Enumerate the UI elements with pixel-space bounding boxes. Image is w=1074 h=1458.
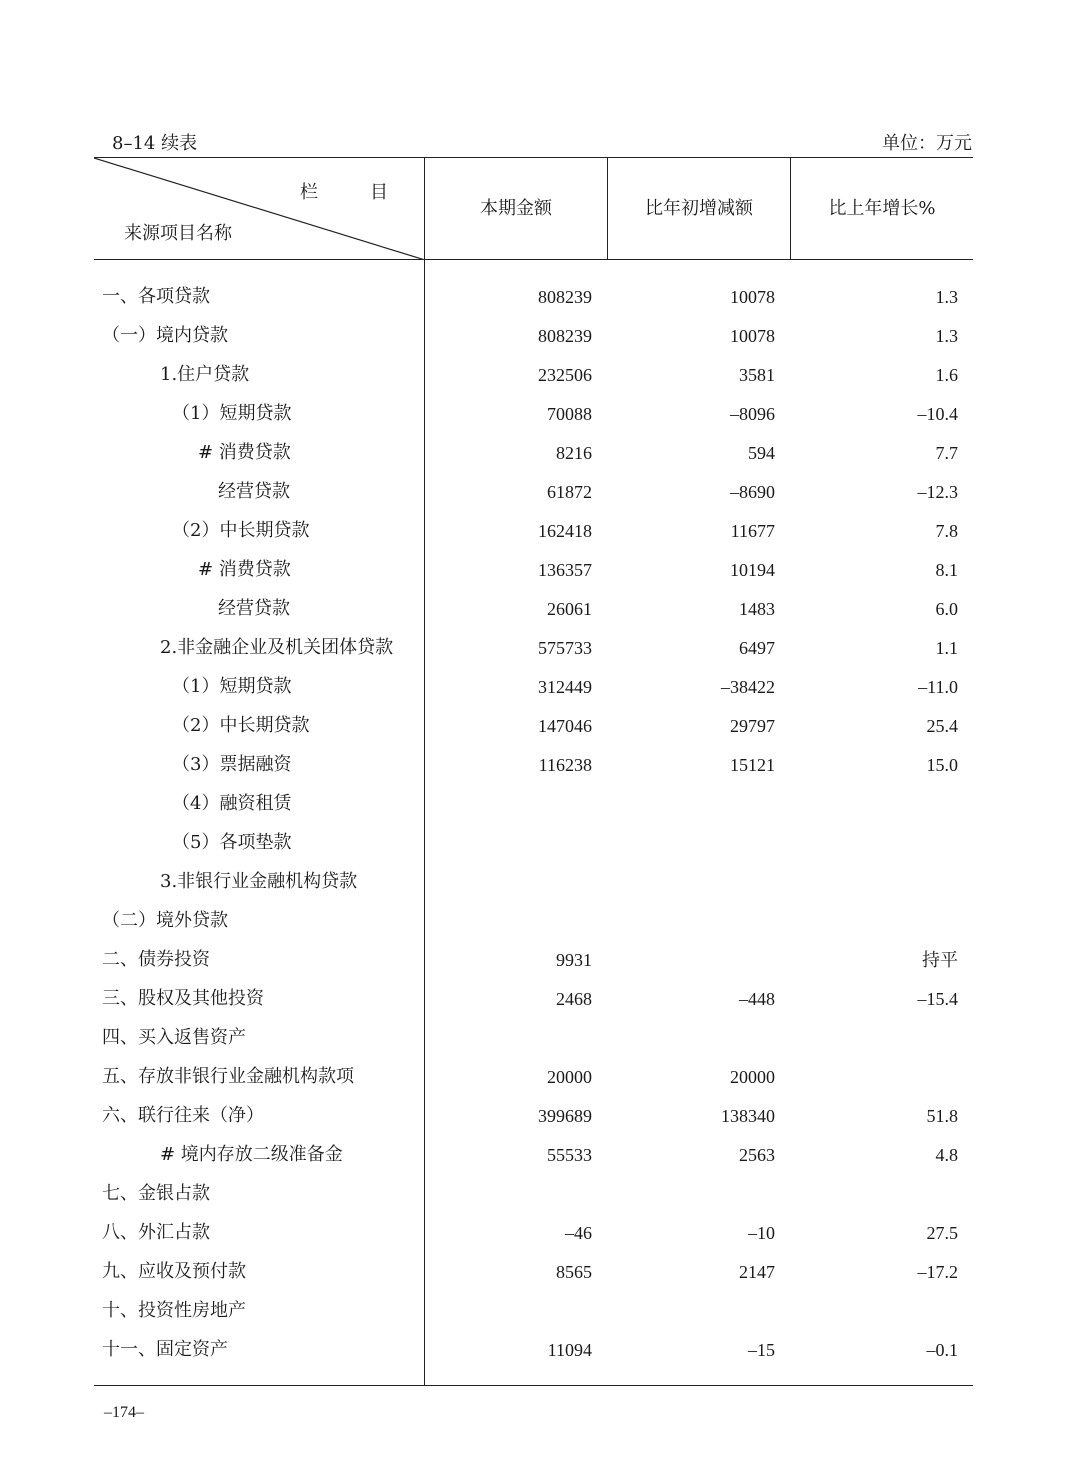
change-cell: 10194: [730, 560, 775, 580]
change-cell: 2147: [739, 1262, 775, 1282]
growth-cell: 持平: [922, 950, 958, 970]
current-amount-cell: 2468: [556, 989, 592, 1009]
row-label: （2）中长期贷款: [172, 520, 310, 541]
growth-cell: 6.0: [935, 599, 958, 619]
row-label: （1）短期贷款: [172, 676, 292, 697]
table-row: [94, 356, 973, 395]
growth-cell: –0.1: [926, 1340, 958, 1360]
growth-cell: 4.8: [935, 1145, 958, 1165]
change-cell: 2563: [739, 1145, 775, 1165]
growth-cell: 8.1: [935, 560, 958, 580]
table-row: [94, 902, 973, 941]
change-cell: –15: [748, 1340, 775, 1360]
table-row: [94, 1058, 973, 1097]
row-label: # 境内存放二级准备金: [160, 1144, 343, 1165]
table-row: [94, 629, 973, 668]
current-amount-cell: 11094: [547, 1340, 592, 1360]
row-label: 一、各项贷款: [102, 286, 210, 307]
current-amount-cell: 808239: [538, 326, 592, 346]
growth-cell: –15.4: [917, 989, 958, 1009]
change-cell: –38422: [721, 677, 775, 697]
change-cell: 10078: [730, 287, 775, 307]
current-amount-cell: 575733: [538, 638, 592, 658]
change-cell: –10: [748, 1223, 775, 1243]
change-cell: 20000: [730, 1067, 775, 1087]
row-label: # 消费贷款: [198, 559, 291, 580]
table-row: [94, 395, 973, 434]
row-label: 十一、固定资产: [102, 1339, 228, 1360]
change-cell: 29797: [730, 716, 775, 736]
growth-cell: –17.2: [917, 1262, 958, 1282]
table-row: [94, 1097, 973, 1136]
row-label: 六、联行往来（净）: [102, 1105, 264, 1126]
growth-cell: 7.7: [935, 443, 958, 463]
growth-cell: –10.4: [917, 404, 958, 424]
current-amount-cell: 136357: [538, 560, 592, 580]
row-label: （2）中长期贷款: [172, 715, 310, 736]
table-row: [94, 434, 973, 473]
current-amount-cell: 808239: [538, 287, 592, 307]
row-label: # 消费贷款: [198, 442, 291, 463]
growth-cell: 1.3: [935, 287, 958, 307]
growth-cell: 1.3: [935, 326, 958, 346]
current-amount-cell: 61872: [547, 482, 592, 502]
row-label: 七、金银占款: [102, 1183, 210, 1204]
table-row: [94, 512, 973, 551]
current-amount-cell: 8216: [556, 443, 592, 463]
current-amount-cell: 147046: [538, 716, 592, 736]
current-amount-cell: 232506: [538, 365, 592, 385]
current-amount-cell: –46: [565, 1223, 592, 1243]
growth-cell: 51.8: [926, 1106, 958, 1126]
change-cell: 15121: [730, 755, 775, 775]
row-label: （5）各项垫款: [172, 832, 292, 853]
table-body: [94, 278, 973, 1370]
row-label: 五、存放非银行业金融机构款项: [102, 1066, 354, 1087]
table-row: [94, 590, 973, 629]
row-label: 二、债券投资: [102, 949, 210, 970]
table-row: [94, 278, 973, 317]
growth-cell: 7.8: [935, 521, 958, 541]
growth-cell: 1.1: [935, 638, 958, 658]
current-amount-cell: 20000: [547, 1067, 592, 1087]
table-row: [94, 746, 973, 785]
change-cell: 3581: [739, 365, 775, 385]
current-amount-cell: 162418: [538, 521, 592, 541]
table-row: [94, 1136, 973, 1175]
table-row: [94, 473, 973, 512]
growth-cell: 1.6: [935, 365, 958, 385]
change-cell: 11677: [730, 521, 775, 541]
column-header-yoy-growth: 比上年增长%: [828, 198, 936, 219]
row-label: 2.非金融企业及机关团体贷款: [160, 637, 394, 658]
column-header-current-amount: 本期金额: [480, 198, 552, 219]
row-label: 三、股权及其他投资: [102, 988, 264, 1009]
row-label: 四、买入返售资产: [102, 1027, 246, 1048]
change-cell: –8690: [730, 482, 775, 502]
change-cell: 1483: [739, 599, 775, 619]
growth-cell: 15.0: [926, 755, 958, 775]
change-cell: –448: [739, 989, 775, 1009]
current-amount-cell: 312449: [538, 677, 592, 697]
table-row: [94, 863, 973, 902]
row-label: （一）境内贷款: [102, 325, 228, 346]
current-amount-cell: 55533: [547, 1145, 592, 1165]
growth-cell: 25.4: [926, 716, 958, 736]
current-amount-cell: 70088: [547, 404, 592, 424]
table-row: [94, 1175, 973, 1214]
table-row: [94, 707, 973, 746]
change-cell: –8096: [730, 404, 775, 424]
table-row: [94, 668, 973, 707]
page-number: –174–: [104, 1404, 144, 1421]
current-amount-cell: 399689: [538, 1106, 592, 1126]
row-label: （二）境外贷款: [102, 910, 228, 931]
row-label: （1）短期贷款: [172, 403, 292, 424]
row-label: （4）融资租赁: [172, 793, 292, 814]
row-label: 3.非银行业金融机构贷款: [160, 871, 358, 892]
change-cell: 10078: [730, 326, 775, 346]
growth-cell: –11.0: [918, 677, 958, 697]
table-row: [94, 1214, 973, 1253]
table-row: [94, 785, 973, 824]
header-corner-top: 栏 目: [300, 182, 390, 203]
change-cell: 6497: [739, 638, 775, 658]
row-label: 1.住户贷款: [160, 364, 250, 385]
table-row: [94, 1292, 973, 1331]
row-label: 八、外汇占款: [102, 1222, 210, 1243]
row-label: 九、应收及预付款: [102, 1261, 246, 1282]
table-caption: 8–14 续表: [112, 133, 198, 154]
table-row: [94, 980, 973, 1019]
current-amount-cell: 9931: [556, 950, 592, 970]
table-row: [94, 824, 973, 863]
current-amount-cell: 26061: [547, 599, 592, 619]
header-corner-bottom: 来源项目名称: [124, 223, 232, 244]
unit-label: 单位：万元: [882, 133, 972, 154]
current-amount-cell: 116238: [538, 755, 592, 775]
current-amount-cell: 8565: [556, 1262, 592, 1282]
change-cell: 594: [748, 443, 775, 463]
growth-cell: –12.3: [917, 482, 958, 502]
table-bottom-rule: [94, 1385, 973, 1386]
row-label: 十、投资性房地产: [102, 1300, 246, 1321]
column-header-change-since-year-start: 比年初增减额: [645, 198, 753, 219]
growth-cell: 27.5: [926, 1223, 958, 1243]
change-cell: 138340: [721, 1106, 775, 1126]
table-row: [94, 317, 973, 356]
table-row: [94, 551, 973, 590]
table-row: [94, 1253, 973, 1292]
row-label: （3）票据融资: [172, 754, 292, 775]
table-row: [94, 941, 973, 980]
row-label: 经营贷款: [218, 481, 290, 502]
row-label: 经营贷款: [218, 598, 290, 619]
table-row: [94, 1019, 973, 1058]
table-row: [94, 1331, 973, 1370]
